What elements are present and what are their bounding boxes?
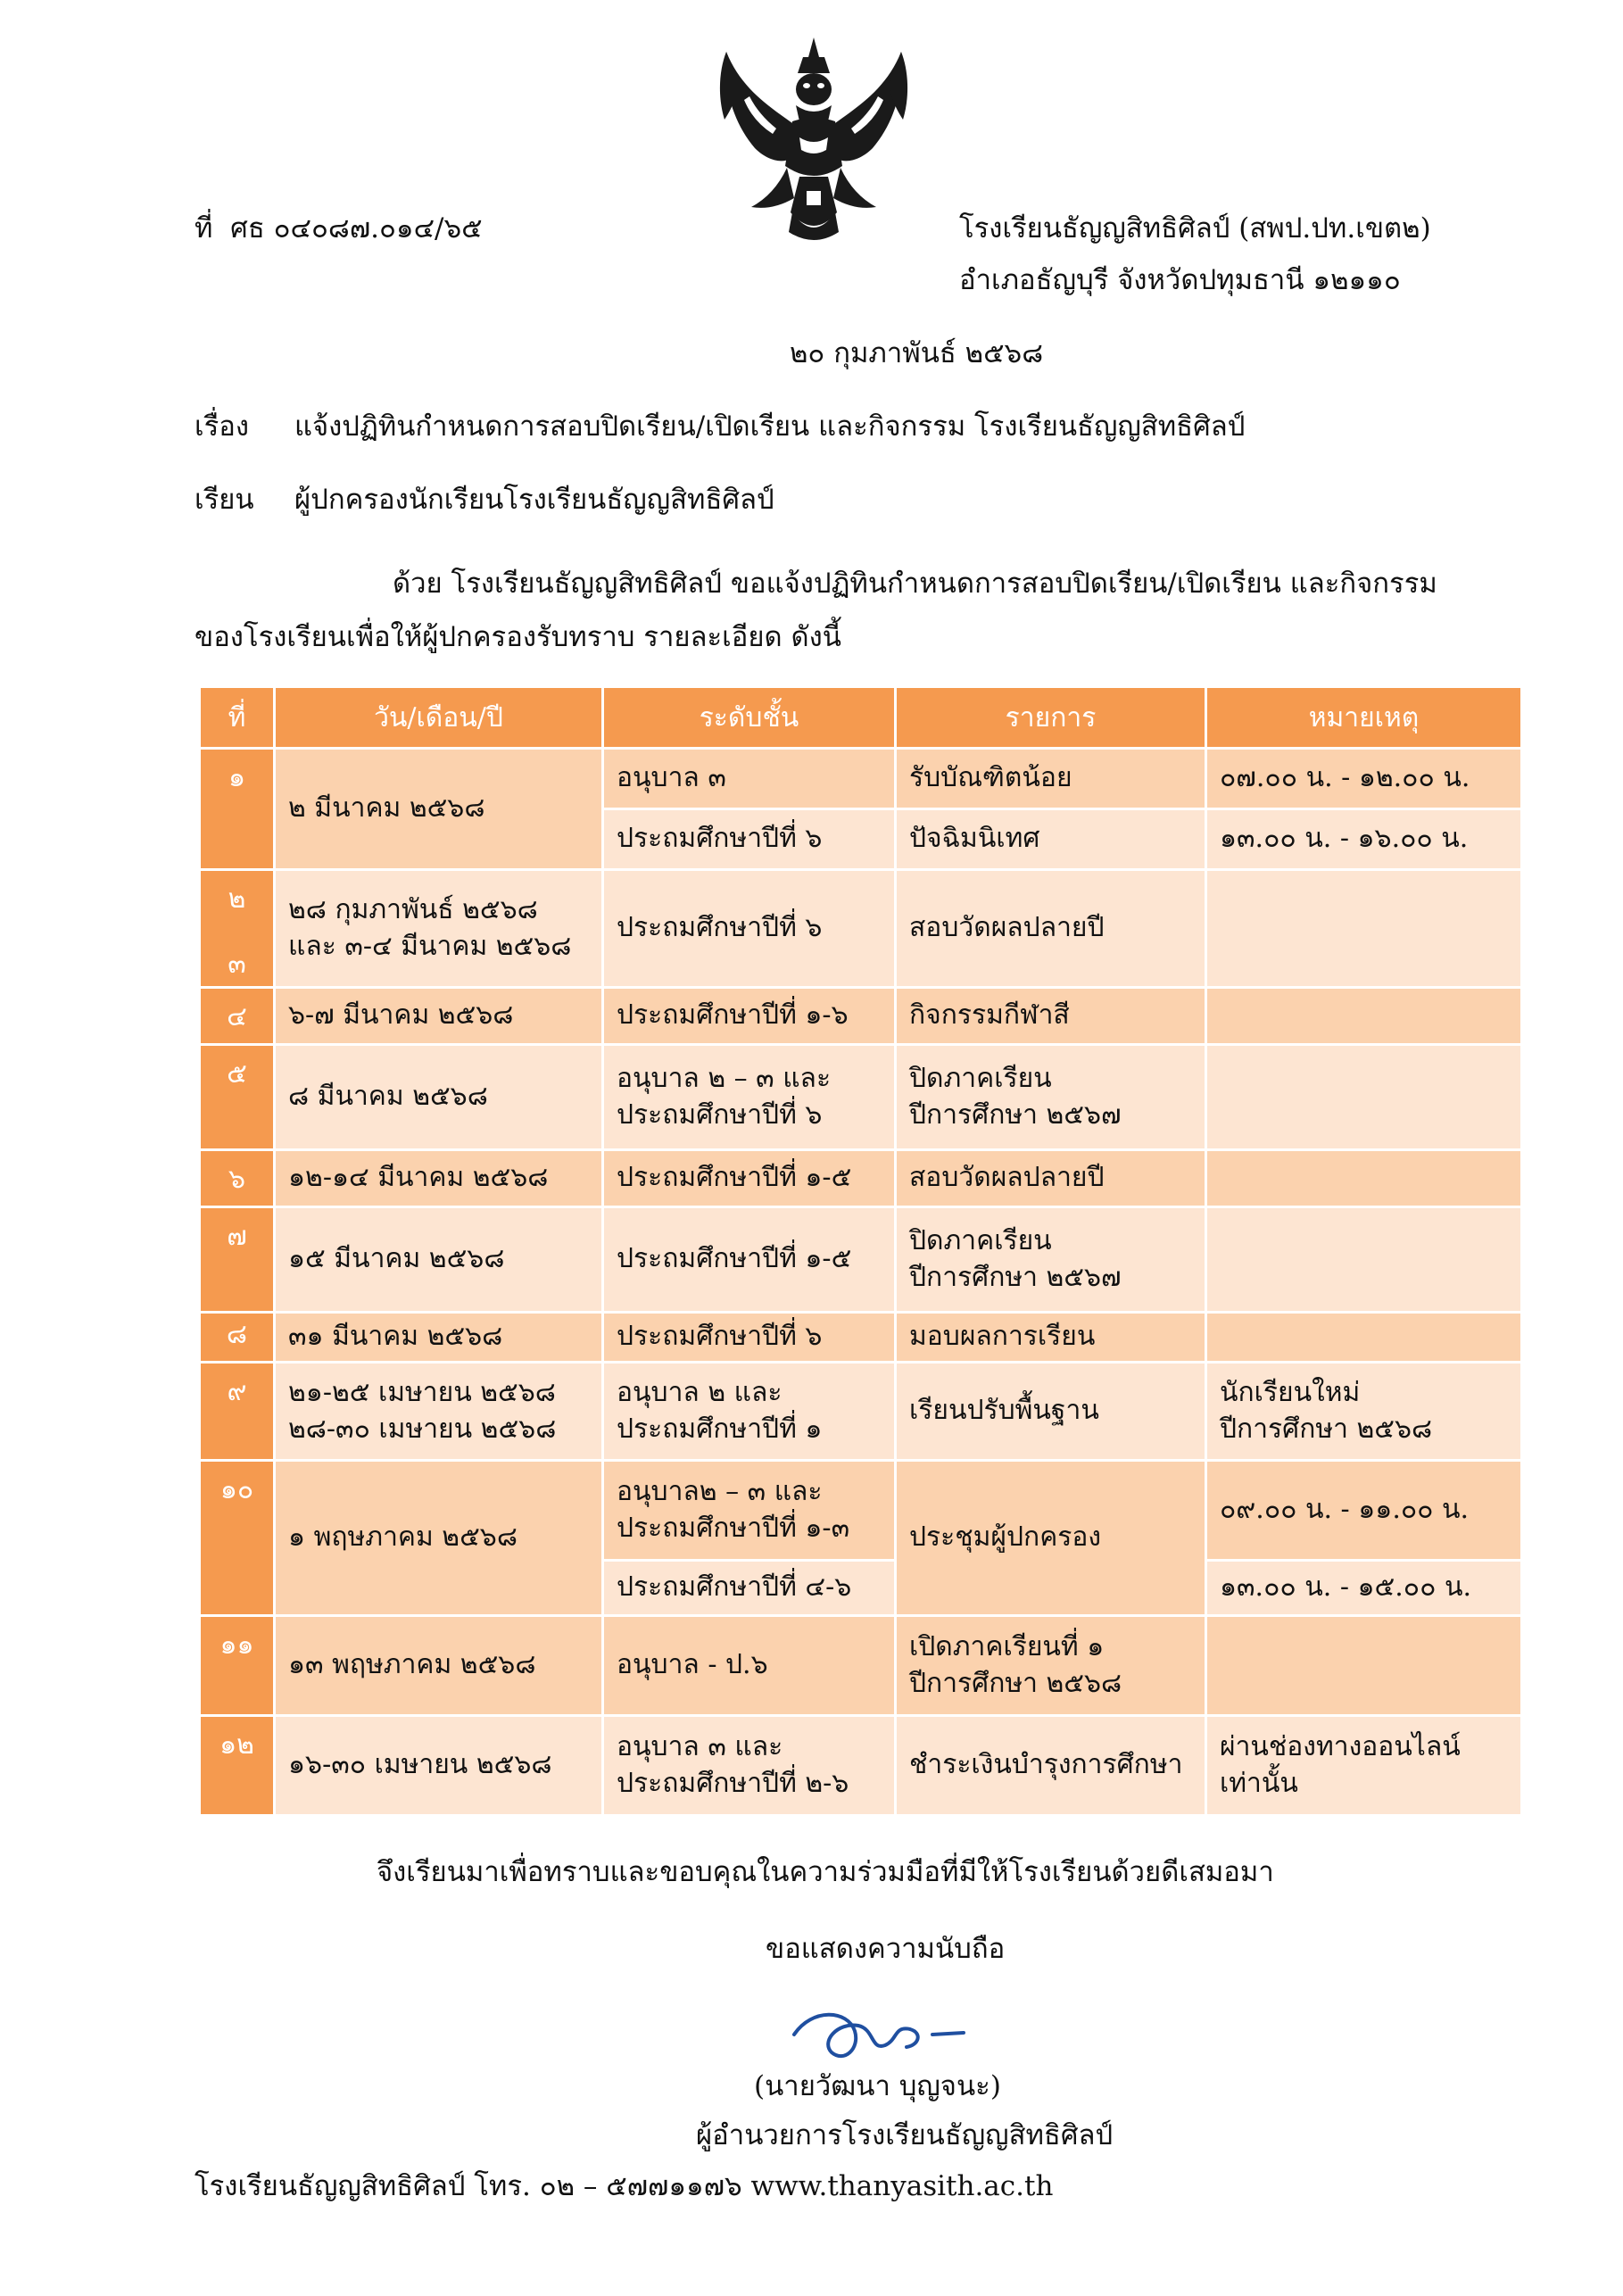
row-item: รับบัณฑิตน้อย bbox=[896, 749, 1206, 809]
row-number: ๙ bbox=[200, 1363, 275, 1461]
row-level: ประถมศึกษาปีที่ ๔-๖ bbox=[603, 1561, 896, 1616]
reference-label: ที่ bbox=[195, 212, 213, 245]
table-row bbox=[200, 1150, 1522, 1207]
school-address: อำเภอธัญบุรี จังหวัดปทุมธานี ๑๒๑๑๐ bbox=[959, 264, 1401, 296]
row-level: ประถมศึกษาปีที่ ๖ bbox=[603, 1313, 896, 1363]
row-date: ๑๓ พฤษภาคม ๒๕๖๘ bbox=[275, 1616, 603, 1716]
row-note bbox=[1206, 1616, 1522, 1716]
header-level: ระดับชั้น bbox=[603, 687, 896, 749]
reference-value: ศธ ๐๔๐๘๗.๐๑๔/๖๕ bbox=[230, 212, 483, 245]
row-note-b: เท่านั้น bbox=[1220, 1767, 1298, 1799]
school-name: โรงเรียนธัญญสิทธิศิลป์ (สพป.ปท.เขต๒) bbox=[959, 212, 1431, 245]
row-item: สอบวัดผลปลายปี bbox=[896, 870, 1206, 988]
row-date: ๑๖-๓๐ เมษายน ๒๕๖๘ bbox=[275, 1716, 603, 1816]
row-note: ๑๓.๐๐ น. - ๑๕.๐๐ น. bbox=[1206, 1561, 1522, 1616]
row-note bbox=[1206, 1150, 1522, 1207]
row-date bbox=[275, 1363, 603, 1461]
row-date-b: ๒๘-๓๐ เมษายน ๒๕๖๘ bbox=[288, 1413, 557, 1445]
row-level bbox=[603, 1045, 896, 1150]
row-note bbox=[1206, 1716, 1522, 1816]
row-number: ๕ bbox=[200, 1045, 275, 1150]
row-level-b: ประถมศึกษาปีที่ ๖ bbox=[617, 1098, 823, 1131]
signer-name: (นายวัฒนา บุญจนะ) bbox=[754, 2070, 1001, 2102]
row-number: ๑๒ bbox=[200, 1716, 275, 1816]
row-date-a: ๒๘ กุมภาพันธ์ ๒๕๖๘ bbox=[288, 894, 538, 925]
row-date: ๒ มีนาคม ๒๕๖๘ bbox=[275, 749, 603, 870]
letter-date: ๒๐ กุมภาพันธ์ ๒๕๖๘ bbox=[790, 337, 1044, 369]
row-level: ประถมศึกษาปีที่ ๖ bbox=[603, 870, 896, 988]
row-item: สอบวัดผลปลายปี bbox=[896, 1150, 1206, 1207]
row-date-a: ๒๑-๒๕ เมษายน ๒๕๖๘ bbox=[288, 1377, 556, 1408]
table-row bbox=[200, 870, 1522, 988]
header-no: ที่ bbox=[200, 687, 275, 749]
row-date bbox=[275, 870, 603, 988]
body-line-2: ของโรงเรียนเพื่อให้ผู้ปกครองรับทราบ รายละเอียด ดังนี้ bbox=[195, 621, 842, 653]
row-note-b: ปีการศึกษา ๒๕๖๘ bbox=[1220, 1413, 1433, 1445]
row-number-b: ๓ bbox=[228, 948, 246, 980]
signature-icon bbox=[785, 1999, 990, 2079]
row-number: ๖ bbox=[200, 1150, 275, 1207]
row-note bbox=[1206, 1045, 1522, 1150]
row-number bbox=[200, 870, 275, 988]
subject-label: เรื่อง bbox=[195, 410, 250, 443]
recipient-text: ผู้ปกครองนักเรียนโรงเรียนธัญญสิทธิศิลป์ bbox=[294, 484, 774, 516]
row-date: ๑๕ มีนาคม ๒๕๖๘ bbox=[275, 1207, 603, 1313]
row-item: ปัจฉิมนิเทศ bbox=[896, 809, 1206, 870]
row-level: ประถมศึกษาปีที่ ๑-๖ bbox=[603, 988, 896, 1045]
row-level-b: ประถมศึกษาปีที่ ๒-๖ bbox=[617, 1767, 849, 1799]
row-level bbox=[603, 1363, 896, 1461]
row-item: ประชุมผู้ปกครอง bbox=[896, 1461, 1206, 1616]
row-level-b: ประถมศึกษาปีที่ ๑ bbox=[617, 1413, 823, 1445]
table-header-row bbox=[200, 687, 1522, 749]
row-level-a: อนุบาล ๓ และ bbox=[617, 1731, 783, 1762]
row-note-a: ผ่านช่องทางออนไลน์ bbox=[1220, 1731, 1461, 1762]
row-date: ๓๑ มีนาคม ๒๕๖๘ bbox=[275, 1313, 603, 1363]
row-date-b: และ ๓-๔ มีนาคม ๒๕๖๘ bbox=[288, 930, 572, 962]
row-note: ๐๗.๐๐ น. - ๑๒.๐๐ น. bbox=[1206, 749, 1522, 809]
row-number-a: ๒ bbox=[228, 883, 246, 915]
row-item bbox=[896, 1207, 1206, 1313]
table-row bbox=[200, 1616, 1522, 1716]
row-item: กิจกรรมกีฬาสี bbox=[896, 988, 1206, 1045]
row-note bbox=[1206, 988, 1522, 1045]
row-date: ๑๒-๑๔ มีนาคม ๒๕๖๘ bbox=[275, 1150, 603, 1207]
row-date: ๖-๗ มีนาคม ๒๕๖๘ bbox=[275, 988, 603, 1045]
row-item: เรียนปรับพื้นฐาน bbox=[896, 1363, 1206, 1461]
table-row bbox=[200, 749, 1522, 809]
row-item bbox=[896, 1616, 1206, 1716]
table-row bbox=[200, 988, 1522, 1045]
signer-title: ผู้อำนวยการโรงเรียนธัญญสิทธิศิลป์ bbox=[696, 2119, 1114, 2151]
row-item-b: ปีการศึกษา ๒๕๖๗ bbox=[909, 1098, 1122, 1131]
table-row bbox=[200, 1313, 1522, 1363]
table-row bbox=[200, 1716, 1522, 1816]
row-note: ๑๓.๐๐ น. - ๑๖.๐๐ น. bbox=[1206, 809, 1522, 870]
header-date: วัน/เดือน/ปี bbox=[275, 687, 603, 749]
table-row bbox=[200, 1363, 1522, 1461]
row-number: ๑๐ bbox=[200, 1461, 275, 1616]
table-row bbox=[200, 1461, 1522, 1561]
row-date: ๘ มีนาคม ๒๕๖๘ bbox=[275, 1045, 603, 1150]
reference-number bbox=[195, 212, 483, 245]
recipient-label: เรียน bbox=[195, 484, 254, 516]
row-level-a2: ประถมศึกษาปีที่ ๑-๓ bbox=[617, 1512, 850, 1544]
row-level-a1: อนุบาล๒ – ๓ และ bbox=[617, 1476, 823, 1507]
garuda-emblem-icon bbox=[714, 34, 915, 244]
row-note-a: นักเรียนใหม่ bbox=[1220, 1377, 1361, 1408]
row-number: ๗ bbox=[200, 1207, 275, 1313]
row-item-a: เปิดภาคเรียนที่ ๑ bbox=[909, 1631, 1105, 1662]
row-level-a: อนุบาล ๒ และ bbox=[617, 1377, 783, 1408]
row-note bbox=[1206, 1363, 1522, 1461]
header-note: หมายเหตุ bbox=[1206, 687, 1522, 749]
row-item-b: ปีการศึกษา ๒๕๖๘ bbox=[909, 1667, 1122, 1699]
table-row bbox=[200, 1045, 1522, 1150]
row-note bbox=[1206, 870, 1522, 988]
row-level: ประถมศึกษาปีที่ ๑-๕ bbox=[603, 1150, 896, 1207]
row-item-a: ปิดภาคเรียน bbox=[909, 1063, 1052, 1094]
row-item bbox=[896, 1045, 1206, 1150]
row-number: ๑ bbox=[200, 749, 275, 870]
schedule-table bbox=[198, 685, 1523, 1817]
row-note bbox=[1206, 1207, 1522, 1313]
row-item-a: ปิดภาคเรียน bbox=[909, 1225, 1052, 1256]
row-item: ชำระเงินบำรุงการศึกษา bbox=[896, 1716, 1206, 1816]
row-note: ๐๙.๐๐ น. - ๑๑.๐๐ น. bbox=[1206, 1461, 1522, 1561]
body-line-1: ด้วย โรงเรียนธัญญสิทธิศิลป์ ขอแจ้งปฏิทินกำหนดการสอบปิดเรียน/เปิดเรียน และกิจกรรม bbox=[393, 568, 1437, 600]
row-note bbox=[1206, 1313, 1522, 1363]
row-number: ๑๑ bbox=[200, 1616, 275, 1716]
row-level: ประถมศึกษาปีที่ ๖ bbox=[603, 809, 896, 870]
row-level bbox=[603, 1716, 896, 1816]
row-level: ประถมศึกษาปีที่ ๑-๕ bbox=[603, 1207, 896, 1313]
closing-thanks: จึงเรียนมาเพื่อทราบและขอบคุณในความร่วมมือที่มีให้โรงเรียนด้วยดีเสมอมา bbox=[377, 1856, 1274, 1888]
subject-text: แจ้งปฏิทินกำหนดการสอบปิดเรียน/เปิดเรียน และกิจกรรม โรงเรียนธัญญสิทธิศิลป์ bbox=[294, 410, 1246, 443]
footer-contact: โรงเรียนธัญญสิทธิศิลป์ โทร. ๐๒ – ๕๗๗๑๑๗๖ www.thanyasith.ac.th bbox=[195, 2170, 1054, 2202]
row-level: อนุบาล - ป.๖ bbox=[603, 1616, 896, 1716]
row-item-b: ปีการศึกษา ๒๕๖๗ bbox=[909, 1261, 1122, 1293]
row-number: ๔ bbox=[200, 988, 275, 1045]
row-level-a: อนุบาล ๒ – ๓ และ bbox=[617, 1063, 832, 1094]
row-level bbox=[603, 1461, 896, 1561]
row-level: อนุบาล ๓ bbox=[603, 749, 896, 809]
row-number: ๘ bbox=[200, 1313, 275, 1363]
header-item: รายการ bbox=[896, 687, 1206, 749]
table-row bbox=[200, 1207, 1522, 1313]
row-date: ๑ พฤษภาคม ๒๕๖๘ bbox=[275, 1461, 603, 1616]
closing-regards: ขอแสดงความนับถือ bbox=[766, 1933, 1006, 1965]
row-item: มอบผลการเรียน bbox=[896, 1313, 1206, 1363]
